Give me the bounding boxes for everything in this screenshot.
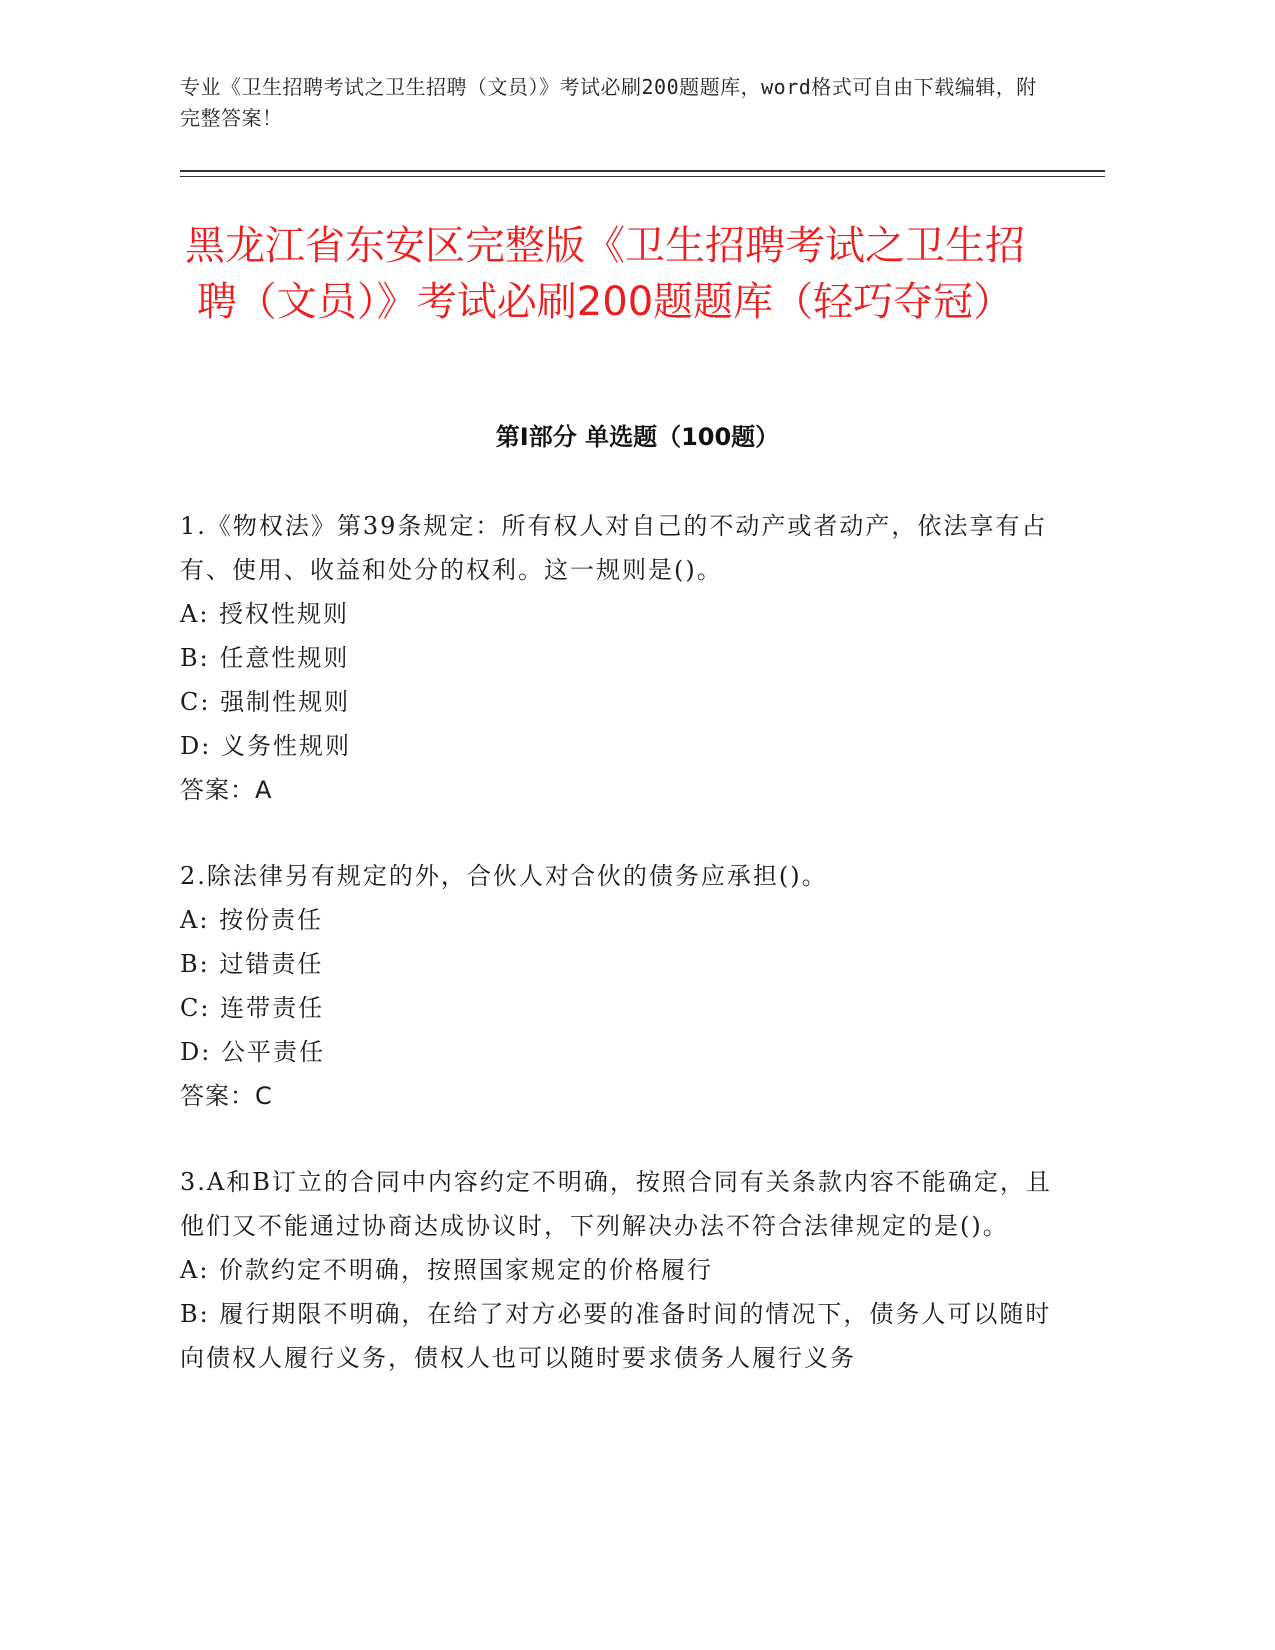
question-option-b: B: 过错责任 — [180, 950, 324, 978]
header-note: 专业《卫生招聘考试之卫生招聘（文员）》考试必刷200题题库，word格式可自由下载编辑，附完整答案！ — [180, 75, 1037, 130]
question-option-b: B: 履行期限不明确，在给了对方必要的准备时间的情况下，债务人可以随时向债权人履行义务，债权人也可以随时要求债务人履行义务 — [180, 1300, 1052, 1372]
question-stem: 2.除法律另有规定的外，合伙人对合伙的债务应承担()。 — [180, 862, 828, 890]
question-answer: 答案：C — [180, 1082, 273, 1110]
question-option-c: C: 连带责任 — [180, 994, 325, 1022]
header-divider-thick — [180, 170, 1105, 172]
question-option-a: A: 授权性规则 — [180, 600, 350, 628]
question-stem: 3.A和B订立的合同中内容约定不明确，按照合同有关条款内容不能确定，且他们又不能通过协商达成协议时，下列解决办法不符合法律规定的是()。 — [180, 1168, 1052, 1240]
question-option-a: A: 价款约定不明确，按照国家规定的价格履行 — [180, 1256, 714, 1284]
question-2 — [180, 854, 1060, 1118]
question-option-c: C: 强制性规则 — [180, 688, 351, 716]
question-option-b: B: 任意性规则 — [180, 644, 350, 672]
question-1 — [180, 504, 1060, 812]
question-list — [180, 504, 1060, 1422]
question-option-a: A: 按份责任 — [180, 906, 324, 934]
question-stem: 1.《物权法》第39条规定：所有权人对自己的不动产或者动产，依法享有占有、使用、收益和处分的权利。这一规则是()。 — [180, 512, 1048, 584]
question-option-d: D: 公平责任 — [180, 1038, 325, 1066]
header-divider-thin — [180, 176, 1105, 177]
question-option-d: D: 义务性规则 — [180, 732, 351, 760]
document-title: 黑龙江省东安区完整版《卫生招聘考试之卫生招聘（文员）》考试必刷200题题库（轻巧夺冠） — [185, 223, 1025, 325]
question-3 — [180, 1160, 1060, 1380]
question-answer: 答案：A — [180, 776, 273, 804]
section-title: 第I部分 单选题（100题） — [495, 423, 780, 451]
